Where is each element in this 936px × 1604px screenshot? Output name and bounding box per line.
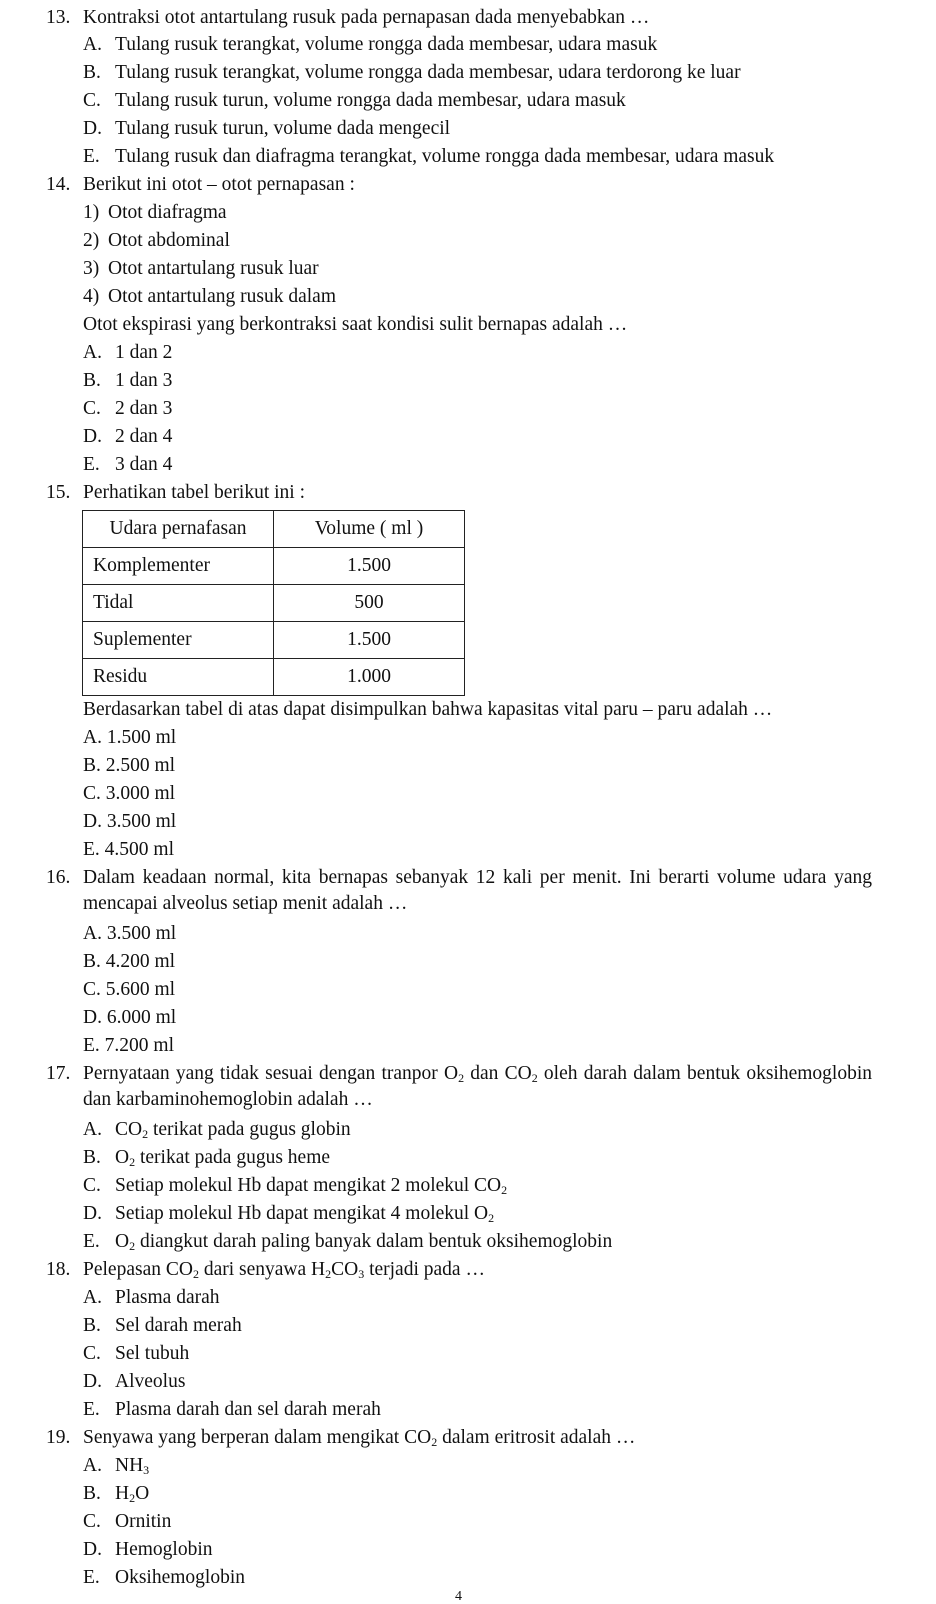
table-cell: Komplementer: [83, 548, 274, 585]
q13-number: 13.: [46, 7, 71, 28]
q14-number: 14.: [46, 174, 71, 195]
q15-option-e: E. 4.500 ml: [83, 839, 174, 860]
q18-option-e: E. Plasma darah dan sel darah merah: [83, 1399, 381, 1420]
q19-number: 19.: [46, 1427, 71, 1448]
table-cell: 1.500: [274, 548, 465, 585]
q14-option-e: E. 3 dan 4: [83, 454, 173, 475]
q18-option-d: D. Alveolus: [83, 1371, 186, 1392]
q13-option-b: B. Tulang rusuk terangkat, volume rongga dada membesar, udara terdorong ke luar: [83, 62, 741, 83]
table-cell: 1.500: [274, 622, 465, 659]
q15-option-c: C. 3.000 ml: [83, 783, 176, 804]
q13-option-d: D. Tulang rusuk turun, volume dada mengecil: [83, 118, 451, 139]
q17-number: 17.: [46, 1063, 71, 1084]
q16-number: 16.: [46, 867, 71, 888]
q18-text: Pelepasan $CO_2$ dari senyawa $H_2CO_3$ terjadi pada …: [83, 1259, 485, 1281]
q17-option-a: A. $CO_2$ terikat pada gugus globin: [83, 1119, 351, 1141]
table-cell: 500: [274, 585, 465, 622]
q13-text: Kontraksi otot antartulang rusuk pada pernapasan dada menyebabkan …: [83, 7, 650, 28]
q18-number: 18.: [46, 1259, 71, 1280]
q16-option-b: B. 4.200 ml: [83, 951, 176, 972]
q13-option-a: A. Tulang rusuk terangkat, volume rongga dada membesar, udara masuk: [83, 34, 658, 55]
q14-option-c: C. 2 dan 3: [83, 398, 173, 419]
q15-option-d: D. 3.500 ml: [83, 811, 177, 832]
q19-option-c: C. Ornitin: [83, 1511, 172, 1532]
q13-option-e: E. Tulang rusuk dan diafragma terangkat, volume rongga dada membesar, udara masuk: [83, 146, 775, 167]
q14-option-a: A. 1 dan 2: [83, 342, 173, 363]
q17-option-e: E. $O_2$ diangkut darah paling banyak dalam bentuk oksihemoglobin: [83, 1231, 613, 1253]
q14-statement-1: 1) Otot diafragma: [83, 202, 227, 223]
q19-option-b: B. $H_2O$: [83, 1483, 150, 1505]
q14-option-d: D. 2 dan 4: [83, 426, 173, 447]
q15-option-b: B. 2.500 ml: [83, 755, 176, 776]
q14-statement-3: 3) Otot antartulang rusuk luar: [83, 258, 319, 279]
q14-statement-2: 2) Otot abdominal: [83, 230, 230, 251]
q15-prompt: Berdasarkan tabel di atas dapat disimpulkan bahwa kapasitas vital paru – paru adalah …: [83, 699, 773, 720]
table-row: [83, 659, 465, 696]
q13-option-c: C. Tulang rusuk turun, volume rongga dada membesar, udara masuk: [83, 90, 626, 111]
q14-statement-4: 4) Otot antartulang rusuk dalam: [83, 286, 336, 307]
q17-option-b: B. $O_2$ terikat pada gugus heme: [83, 1147, 331, 1169]
table-row: [83, 585, 465, 622]
volume-table: [82, 510, 465, 696]
q17-option-c: C. Setiap molekul Hb dapat mengikat 2 molekul $CO_2$: [83, 1175, 508, 1197]
q19-option-e: E. Oksihemoglobin: [83, 1567, 245, 1588]
table-row: [83, 548, 465, 585]
q18-option-b: B. Sel darah merah: [83, 1315, 242, 1336]
q14-text: Berikut ini otot – otot pernapasan :: [83, 174, 355, 195]
q17-option-d: D. Setiap molekul Hb dapat mengikat 4 molekul $O_2$: [83, 1203, 495, 1225]
q16-option-a: A. 3.500 ml: [83, 923, 177, 944]
table-cell: Tidal: [83, 585, 274, 622]
q16-option-e: E. 7.200 ml: [83, 1035, 174, 1056]
table-header-row: [83, 511, 465, 548]
q16-text: Dalam keadaan normal, kita bernapas sebanyak 12 kali per menit. Ini berarti volume udara yang mencapai alveolus setiap menit adalah …: [83, 867, 872, 914]
q18-option-a: A. Plasma darah: [83, 1287, 220, 1308]
q15-text: Perhatikan tabel berikut ini :: [83, 482, 306, 503]
page-number: 4: [455, 1589, 462, 1604]
table-header-cell: Volume ( ml ): [274, 511, 465, 548]
q14-option-b: B. 1 dan 3: [83, 370, 173, 391]
table-cell: Suplementer: [83, 622, 274, 659]
q18-option-c: C. Sel tubuh: [83, 1343, 190, 1364]
q16-option-d: D. 6.000 ml: [83, 1007, 177, 1028]
table-header-cell: Udara pernafasan: [83, 511, 274, 548]
table-cell: Residu: [83, 659, 274, 696]
q15-option-a: A. 1.500 ml: [83, 727, 177, 748]
q19-text: Senyawa yang berperan dalam mengikat $CO_2$ dalam eritrosit adalah …: [83, 1427, 636, 1449]
q19-option-d: D. Hemoglobin: [83, 1539, 213, 1560]
q14-prompt: Otot ekspirasi yang berkontraksi saat kondisi sulit bernapas adalah …: [83, 314, 628, 335]
q16-option-c: C. 5.600 ml: [83, 979, 176, 1000]
q17-text: Pernyataan yang tidak sesuai dengan tranpor $O_2$ dan $CO_2$ oleh darah dalam bentuk oksihemoglobin dan karbaminohemoglobin adalah …: [83, 1063, 872, 1110]
q15-number: 15.: [46, 482, 71, 503]
table-cell: 1.000: [274, 659, 465, 696]
q19-option-a: A. $NH_3$: [83, 1455, 150, 1477]
table-row: [83, 622, 465, 659]
